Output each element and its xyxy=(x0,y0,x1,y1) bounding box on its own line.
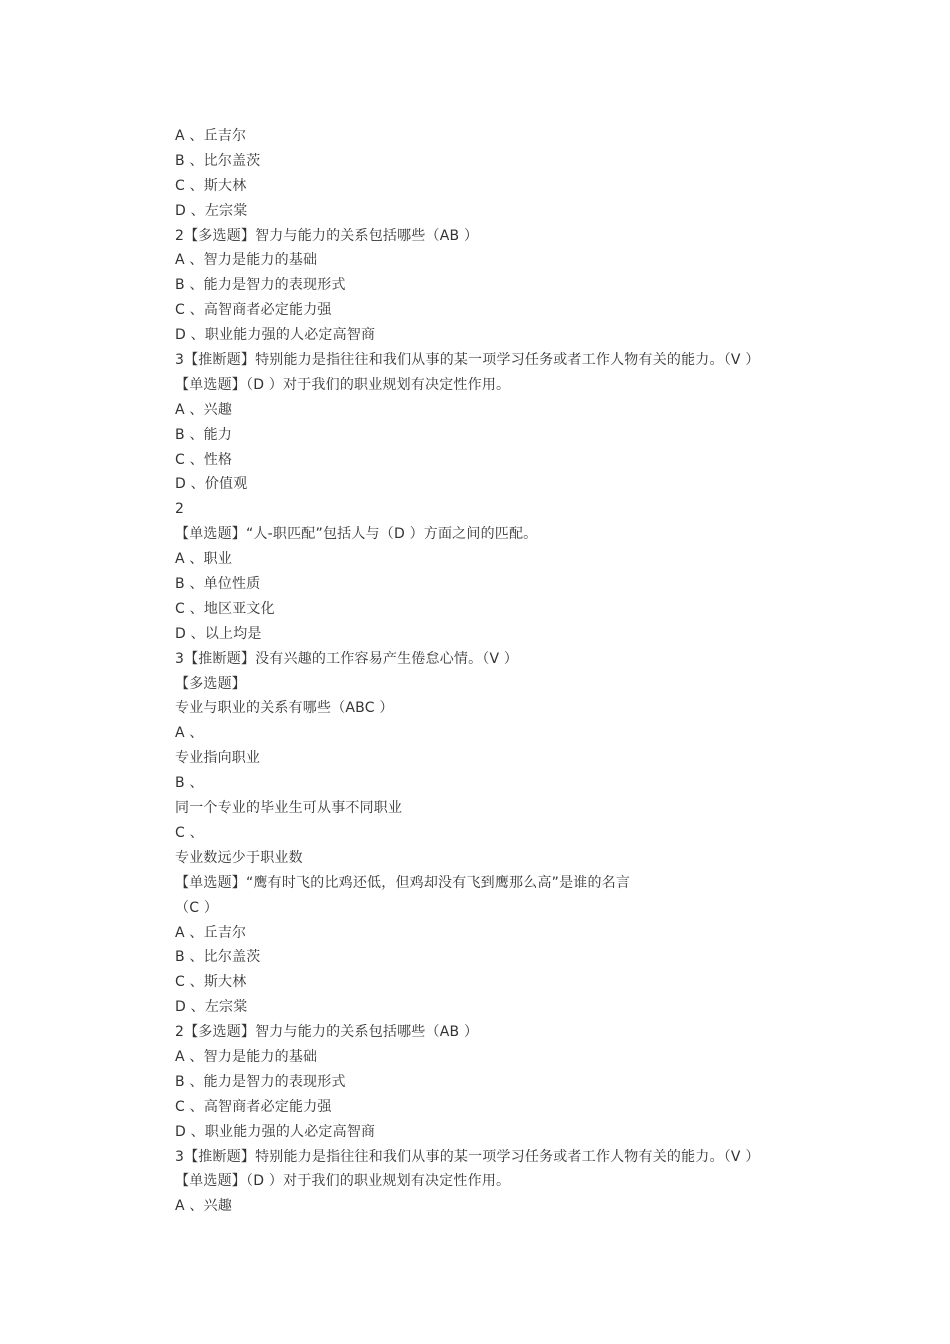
text-line: 3【推断题】特别能力是指往往和我们从事的某一项学习任务或者工作人物有关的能力。（V ） xyxy=(175,1148,760,1165)
text-line: A 、丘吉尔 xyxy=(175,924,247,941)
text-line: A 、兴趣 xyxy=(175,1198,233,1215)
text-line: 【单选题】“鹰有时飞的比鸡还低，但鸡却没有飞到鹰那么高”是谁的名言 xyxy=(175,874,631,891)
text-line: 专业数远少于职业数 xyxy=(175,849,303,866)
text-line: A 、 xyxy=(175,725,204,742)
text-line: A 、兴趣 xyxy=(175,401,233,418)
text-line: A 、职业 xyxy=(175,551,233,568)
text-line: B 、单位性质 xyxy=(175,576,261,593)
text-line: 2 xyxy=(175,501,185,518)
text-line: 【单选题】（D ）对于我们的职业规划有决定性作用。 xyxy=(175,1173,511,1190)
text-line: D 、左宗棠 xyxy=(175,202,248,219)
text-line: 【多选题】 xyxy=(175,675,246,692)
text-line: C 、斯大林 xyxy=(175,974,247,991)
text-line: D 、左宗棠 xyxy=(175,999,248,1016)
text-line: 专业与职业的关系有哪些（ABC ） xyxy=(175,700,394,717)
text-line: D 、价值观 xyxy=(175,476,248,493)
text-line: C 、高智商者必定能力强 xyxy=(175,302,332,319)
text-line: B 、能力是智力的表现形式 xyxy=(175,277,346,294)
text-line: B 、能力是智力的表现形式 xyxy=(175,1073,346,1090)
text-line: 【单选题】（D ）对于我们的职业规划有决定性作用。 xyxy=(175,376,511,393)
text-line: B 、比尔盖茨 xyxy=(175,949,261,966)
text-line: C 、地区亚文化 xyxy=(175,600,275,617)
text-line: 专业指向职业 xyxy=(175,750,261,767)
text-line: A 、丘吉尔 xyxy=(175,128,247,144)
text-line: （C ） xyxy=(175,899,219,916)
text-line: 3【推断题】没有兴趣的工作容易产生倦怠心情。（V ） xyxy=(175,650,519,667)
text-line: 同一个专业的毕业生可从事不同职业 xyxy=(175,800,403,817)
text-line: D 、职业能力强的人必定高智商 xyxy=(175,1123,376,1140)
text-line: 2【多选题】智力与能力的关系包括哪些（AB ） xyxy=(175,227,479,244)
text-line: 2【多选题】智力与能力的关系包括哪些（AB ） xyxy=(175,1024,479,1041)
text-line: B 、能力 xyxy=(175,426,233,443)
text-line: A 、智力是能力的基础 xyxy=(175,1048,318,1065)
text-line: 3【推断题】特别能力是指往往和我们从事的某一项学习任务或者工作人物有关的能力。（V ） xyxy=(175,352,760,369)
text-line: B 、比尔盖茨 xyxy=(175,152,261,169)
text-line: C 、 xyxy=(175,824,204,841)
text-line: C 、高智商者必定能力强 xyxy=(175,1098,332,1115)
text-line: B 、 xyxy=(175,775,204,792)
text-line: A 、智力是能力的基础 xyxy=(175,252,318,269)
text-line: 【单选题】“人-职匹配”包括人与（D ）方面之间的匹配。 xyxy=(175,526,538,543)
text-line: C 、性格 xyxy=(175,451,233,468)
text-line: D 、以上均是 xyxy=(175,625,262,642)
document-body xyxy=(175,124,875,1219)
text-line: D 、职业能力强的人必定高智商 xyxy=(175,327,376,344)
text-line: C 、斯大林 xyxy=(175,177,247,194)
